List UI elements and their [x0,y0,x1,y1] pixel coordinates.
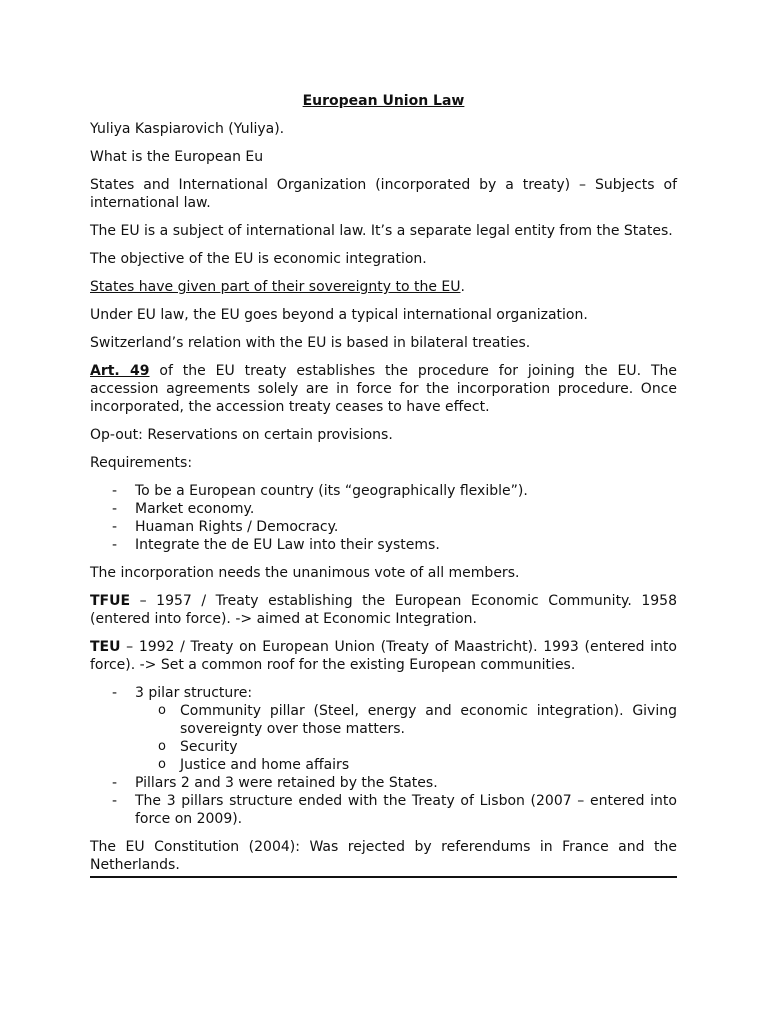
list-item: - 3 pilar structure: o Community pillar (Steel, energy and economic integration). Giving sovereignty over those matters. o Security o Justice and home affairs [112,685,677,773]
sub-list-item: o Security [158,739,238,755]
bottom-rule [90,876,677,878]
question-line: What is the European Eu [90,149,264,165]
sovereignty-period: . [460,279,465,295]
sub-list-item: o Community pillar (Steel, energy and economic integration). Giving sovereignty over those matters. [158,703,677,737]
teu-text: – 1992 / Treaty on European Union (Treaty of Maastricht). 1993 (entered into force). -> Set a common roof for the existing European communities. [90,639,677,673]
dash-bullet: - [112,483,118,499]
dash-bullet: - [112,685,118,701]
paragraph-unanimous: The incorporation needs the unanimous vote of all members. [90,565,520,581]
circle-bullet-icon: o [158,757,166,772]
sub-list-item: o Justice and home affairs [158,757,350,773]
paragraph-beyond: Under EU law, the EU goes beyond a typical international organization. [90,307,588,323]
dash-bullet: - [112,501,118,517]
paragraph-tfue [90,592,677,628]
paragraph-states: States and International Organization (incorporated by a treaty) – Subjects of international law. [90,177,677,211]
list-item: - Huaman Rights / Democracy. [112,519,339,535]
tfue-label: TFUE [90,593,131,609]
list-item: - The 3 pillars structure ended with the Treaty of Lisbon (2007 – entered into force on 2009). [112,793,677,827]
circle-bullet-icon: o [158,739,166,754]
dash-bullet: - [112,519,118,535]
requirements-label: Requirements: [90,455,193,471]
paragraph-optout: Op-out: Reservations on certain provisions. [90,427,393,443]
art49-text: of the EU treaty establishes the procedure for joining the EU. The accession agreements solely are in force for the incorporation procedure. Once incorporated, the accession treaty ceases to have effect. [90,363,677,415]
sovereignty-underlined: States have given part of their sovereignty to the EU [90,279,461,295]
dash-bullet: - [112,775,118,791]
teu-label: TEU [90,639,121,655]
paragraph-objective: The objective of the EU is economic integration. [90,251,427,267]
paragraph-sovereignty [90,278,677,296]
paragraph-constitution: The EU Constitution (2004): Was rejected by referendums in France and the Netherlands. [90,839,677,873]
paragraph-switzerland: Switzerland’s relation with the EU is based in bilateral treaties. [90,335,531,351]
circle-bullet-icon: o [158,703,166,718]
pillars-sublist [135,702,677,774]
dash-bullet: - [112,793,118,809]
page-title: European Union Law [302,93,465,109]
paragraph-subject: The EU is a subject of international law. It’s a separate legal entity from the States. [90,223,673,239]
dash-bullet: - [112,537,118,553]
list-item: - Market economy. [112,501,255,517]
paragraph-teu [90,638,677,674]
paragraph-art49 [90,362,677,416]
author-line: Yuliya Kaspiarovich (Yuliya). [90,121,285,137]
list-item: - To be a European country (its “geographically flexible”). [112,483,528,499]
document-page [90,92,677,878]
list-item: - Integrate the de EU Law into their systems. [112,537,440,553]
tfue-text: – 1957 / Treaty establishing the European Economic Community. 1958 (entered into force). -> aimed at Economic Integration. [90,593,677,627]
list-item: - Pillars 2 and 3 were retained by the States. [112,775,438,791]
requirements-list [90,482,677,554]
art49-label: Art. 49 [90,363,150,379]
pillars-list [90,684,677,828]
